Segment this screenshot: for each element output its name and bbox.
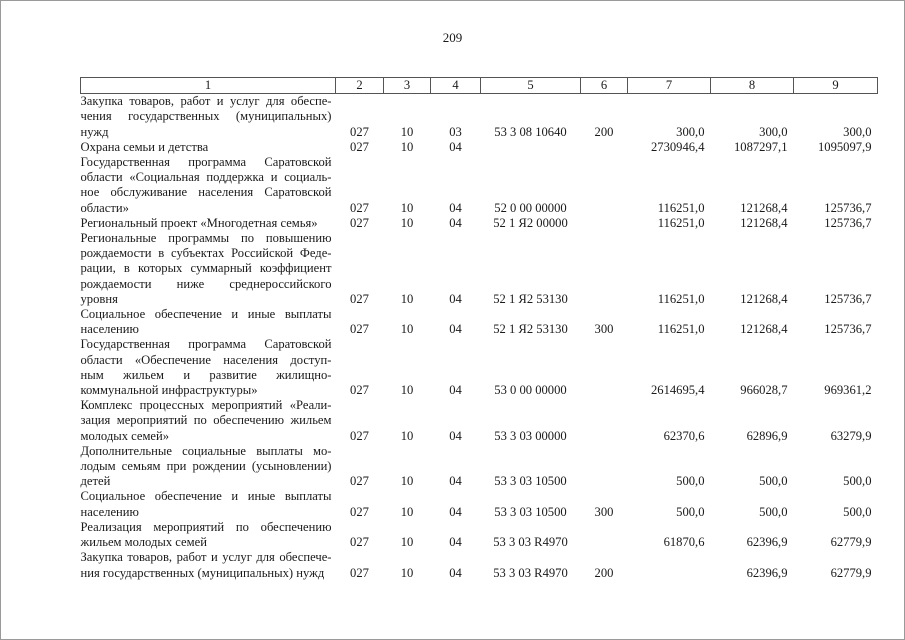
cell-c3: 10: [400, 139, 414, 154]
cell-c6: 200: [594, 124, 614, 139]
description-line: области «Обеспечение населения доступ-: [80, 352, 332, 367]
cell-c8: 62396,9: [746, 565, 788, 580]
cell-c9: 1095097,9: [817, 139, 872, 154]
cell-c3: 10: [400, 215, 414, 230]
column-header: 6: [581, 78, 628, 94]
cell-c4: 03: [449, 124, 462, 139]
row-description: [81, 140, 336, 155]
description-line: Региональные программы по повышению: [80, 231, 332, 246]
cell-c2: 027: [350, 474, 369, 489]
description-line: Государственная программа Саратовской: [80, 337, 332, 352]
description-line: лодым семьям при рождении (усыновлении): [80, 459, 332, 474]
cell-c3: 10: [400, 124, 414, 139]
cell-c4: 04: [449, 383, 462, 398]
cell-c8: 62396,9: [746, 535, 788, 550]
cell-c6: [581, 444, 628, 490]
cell-c5: 53 3 03 R4970: [493, 565, 568, 580]
description-line: Закупка товаров, работ и услуг для обеспече-: [80, 550, 332, 565]
cell-c6: 300: [594, 322, 614, 337]
row-description: [81, 550, 336, 580]
cell-c3: 10: [400, 474, 414, 489]
header-row: [81, 78, 878, 94]
row-description: [81, 94, 336, 140]
cell-c2: 027: [350, 124, 369, 139]
cell-c2: 027: [350, 291, 369, 306]
cell-c7: 500,0: [676, 474, 705, 489]
table-row: [81, 444, 878, 490]
description-line: Охрана семьи и детства: [80, 139, 209, 154]
column-header: 1: [81, 78, 336, 94]
cell-c8: 121268,4: [740, 291, 788, 306]
cell-c9: 63279,9: [830, 428, 872, 443]
cell-c2: 027: [350, 215, 369, 230]
cell-c3: 10: [400, 504, 414, 519]
cell-c2: 027: [350, 504, 369, 519]
table-row: [81, 216, 878, 231]
cell-c9: 300,0: [843, 124, 872, 139]
description-line: Комплекс процессных мероприятий «Реали-: [80, 398, 332, 413]
cell-c5: 52 1 Я2 00000: [493, 215, 568, 230]
cell-c4: 04: [449, 428, 462, 443]
table-row: [81, 520, 878, 550]
description-line: Дополнительные социальные выплаты мо-: [80, 443, 332, 458]
column-header: 4: [431, 78, 481, 94]
cell-c7: 2614695,4: [650, 383, 705, 398]
cell-c8: 966028,7: [740, 383, 788, 398]
cell-c3: 10: [400, 535, 414, 550]
cell-c5: 52 1 Я2 53130: [493, 291, 568, 306]
table-row: [81, 307, 878, 337]
cell-c6: 200: [594, 565, 614, 580]
description-line: Реализация мероприятий по обеспечению: [80, 519, 332, 534]
cell-c4: 04: [449, 215, 462, 230]
cell-c9: 969361,2: [824, 383, 872, 398]
cell-c8: 121268,4: [740, 200, 788, 215]
description-line: рождаемости в субъектах Российской Феде-: [80, 246, 332, 261]
cell-c7: 116251,0: [657, 215, 705, 230]
cell-c9: 62779,9: [830, 535, 872, 550]
description-line: молодых семей»: [80, 428, 170, 443]
cell-c2: 027: [350, 200, 369, 215]
cell-c2: 027: [350, 322, 369, 337]
cell-c5: 53 3 03 R4970: [493, 535, 568, 550]
cell-c9: 125736,7: [824, 215, 872, 230]
description-line: Закупка товаров, работ и услуг для обеспе-: [80, 94, 332, 109]
cell-c2: 027: [350, 139, 369, 154]
cell-c8: 121268,4: [740, 322, 788, 337]
cell-c5: 53 3 03 00000: [494, 428, 567, 443]
cell-c3: 10: [400, 200, 414, 215]
cell-c4: 04: [449, 291, 462, 306]
cell-c8: 300,0: [759, 124, 788, 139]
description-line: области»: [80, 200, 129, 215]
cell-c8: 62896,9: [746, 428, 788, 443]
cell-c4: 04: [449, 474, 462, 489]
cell-c4: 04: [449, 322, 462, 337]
cell-c8: 500,0: [759, 504, 788, 519]
cell-c7: 116251,0: [657, 322, 705, 337]
row-description: [81, 398, 336, 444]
description-line: Региональный проект «Многодетная семья»: [80, 215, 318, 230]
description-line: ным жильем и развитие жилищно-: [80, 367, 332, 382]
cell-c6: [581, 398, 628, 444]
cell-c3: 10: [400, 428, 414, 443]
column-header: 3: [384, 78, 431, 94]
cell-c6: [581, 155, 628, 216]
cell-c6: [581, 520, 628, 550]
row-description: [81, 444, 336, 490]
cell-c2: 027: [350, 428, 369, 443]
cell-c7: 116251,0: [657, 200, 705, 215]
cell-c3: 10: [400, 565, 414, 580]
description-line: Государственная программа Саратовской: [80, 155, 332, 170]
description-line: Социальное обеспечение и иные выплаты: [80, 489, 332, 504]
description-line: ния государственных (муниципальных) нужд: [80, 565, 325, 580]
cell-c5: 52 0 00 00000: [494, 200, 567, 215]
cell-c4: 04: [449, 200, 462, 215]
cell-c4: 04: [449, 565, 462, 580]
cell-c5: [481, 140, 581, 155]
column-header: 2: [336, 78, 384, 94]
cell-c2: 027: [350, 565, 369, 580]
cell-c7: 62370,6: [663, 428, 705, 443]
row-description: [81, 337, 336, 398]
table-row: [81, 337, 878, 398]
cell-c2: 027: [350, 383, 369, 398]
cell-c4: 04: [449, 504, 462, 519]
row-description: [81, 489, 336, 519]
cell-c5: 53 3 03 10500: [494, 474, 567, 489]
cell-c5: 53 3 03 10500: [494, 504, 567, 519]
column-header: 5: [481, 78, 581, 94]
cell-c6: 300: [594, 504, 614, 519]
table-row: [81, 140, 878, 155]
row-description: [81, 520, 336, 550]
cell-c4: 04: [449, 139, 462, 154]
description-line: населению: [80, 504, 139, 519]
budget-table: [80, 77, 878, 581]
cell-c7: 116251,0: [657, 291, 705, 306]
column-header: 9: [794, 78, 878, 94]
description-line: рации, в которых суммарный коэффициент: [80, 261, 332, 276]
cell-c9: 125736,7: [824, 291, 872, 306]
cell-c5: 52 1 Я2 53130: [493, 322, 568, 337]
description-line: рождаемости ниже среднероссийского: [80, 276, 332, 291]
description-line: Социальное обеспечение и иные выплаты: [80, 307, 332, 322]
row-description: [81, 216, 336, 231]
description-line: населению: [80, 322, 139, 337]
table-row: [81, 489, 878, 519]
cell-c7: 61870,6: [663, 535, 705, 550]
cell-c9: 125736,7: [824, 322, 872, 337]
cell-c9: 500,0: [843, 504, 872, 519]
cell-c7: 500,0: [676, 504, 705, 519]
table-row: [81, 398, 878, 444]
cell-c7: 2730946,4: [650, 139, 705, 154]
row-description: [81, 307, 336, 337]
row-description: [81, 231, 336, 307]
column-header: 7: [628, 78, 711, 94]
description-line: нужд: [80, 124, 109, 139]
table-row: [81, 231, 878, 307]
description-line: коммунальной инфраструктуры»: [80, 383, 258, 398]
cell-c5: 53 3 08 10640: [494, 124, 567, 139]
table-row: [81, 550, 878, 580]
cell-c8: 500,0: [759, 474, 788, 489]
description-line: зация мероприятий по обеспечению жильем: [80, 413, 332, 428]
cell-c9: 62779,9: [830, 565, 872, 580]
page-number: 209: [442, 30, 463, 45]
cell-c2: 027: [350, 535, 369, 550]
description-line: области «Социальная поддержка и социаль-: [80, 170, 332, 185]
description-line: ное обслуживание населения Саратовской: [80, 185, 332, 200]
cell-c9: 125736,7: [824, 200, 872, 215]
cell-c8: 121268,4: [740, 215, 788, 230]
table-row: [81, 155, 878, 216]
description-line: чения государственных (муниципальных): [80, 109, 332, 124]
cell-c7: 300,0: [676, 124, 705, 139]
table-row: [81, 94, 878, 140]
cell-c3: 10: [400, 383, 414, 398]
cell-c6: [581, 337, 628, 398]
cell-c5: 53 0 00 00000: [494, 383, 567, 398]
description-line: жильем молодых семей: [80, 535, 207, 550]
cell-c8: 1087297,1: [733, 139, 788, 154]
cell-c4: 04: [449, 535, 462, 550]
cell-c3: 10: [400, 322, 414, 337]
column-header: 8: [711, 78, 794, 94]
description-line: детей: [80, 474, 111, 489]
row-description: [81, 155, 336, 216]
cell-c7: [628, 550, 711, 580]
cell-c6: [581, 231, 628, 307]
cell-c6: [581, 216, 628, 231]
cell-c6: [581, 140, 628, 155]
cell-c3: 10: [400, 291, 414, 306]
cell-c9: 500,0: [843, 474, 872, 489]
description-line: уровня: [80, 291, 118, 306]
